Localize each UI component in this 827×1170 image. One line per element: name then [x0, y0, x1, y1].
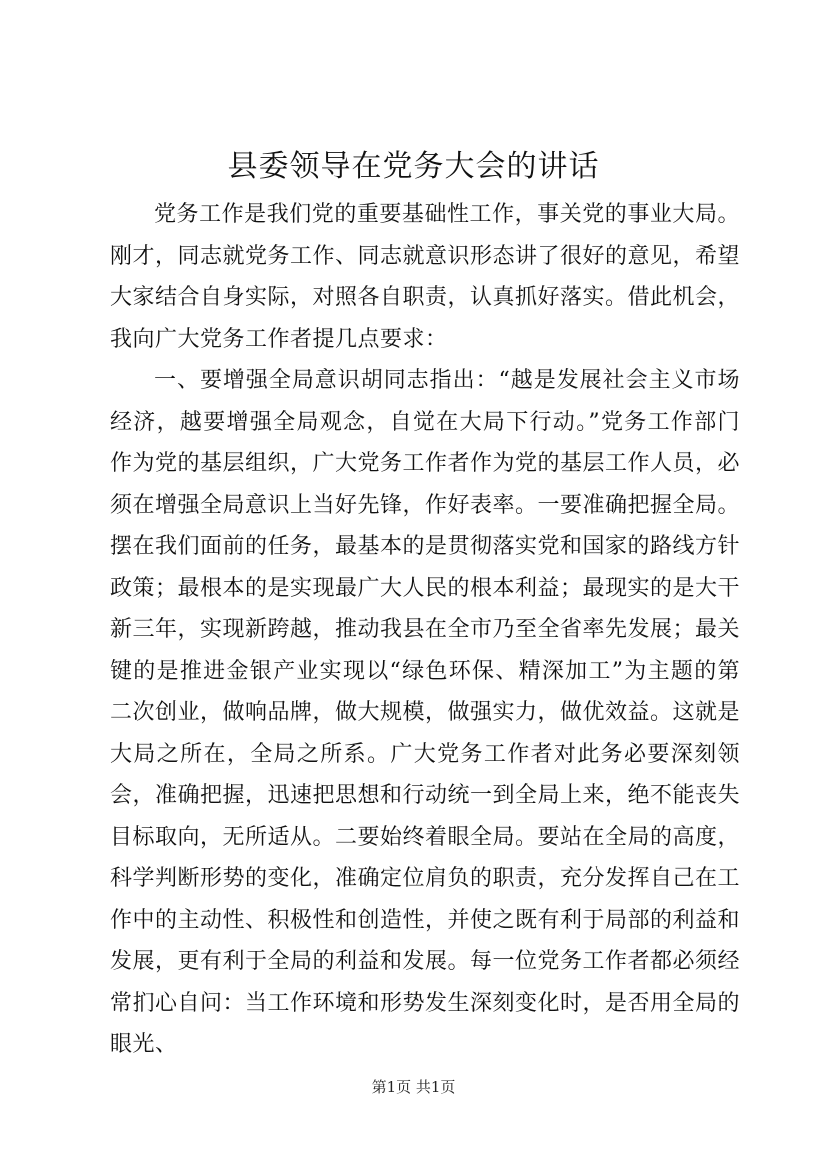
document-title: 县委领导在党务大会的讲话: [227, 149, 600, 184]
document-body: [110, 194, 740, 1066]
paragraph-section-one: 一、要增强全局意识胡同志指出：“越是发展社会主义市场经济，越要增强全局观念，自觉在大局下行动。”党务工作部门作为党的基层组织，广大党务工作者作为党的基层工作人员，必须在增强全局意识上当好先锋，作好表率。一要准确把握全局。摆在我们面前的任务，最基本的是贯彻落实党和国家的路线方针政策；最根本的是实现最广大人民的根本利益；最现实的是大干新三年，实现新跨越，推动我县在全市乃至全省率先发展；最关键的是推进金银产业实现以“绿色环保、精深加工”为主题的第二次创业，做响品牌，做大规模，做强实力，做优效益。这就是大局之所在，全局之所系。广大党务工作者对此务必要深刻领会，准确把握，迅速把思想和行动统一到全局上来，绝不能丧失目标取向，无所适从。二要始终着眼全局。要站在全局的高度，科学判断形势的变化，准确定位肩负的职责，充分发挥自己在工作中的主动性、积极性和创造性，并使之既有利于局部的利益和发展，更有利于全局的利益和发展。每一位党务工作者都必须经常扪心自问：当工作环境和形势发生深刻变化时，是否用全局的眼光、: [110, 368, 741, 1057]
page-number-footer: 第1页 共1页: [371, 1078, 456, 1096]
paragraph-intro: 党务工作是我们党的重要基础性工作，事关党的事业大局。刚才，同志就党务工作、同志就意识形态讲了很好的意见，希望大家结合自身实际，对照各自职责，认真抓好落实。借此机会，我向广大党务工作者提几点要求：: [110, 202, 741, 352]
